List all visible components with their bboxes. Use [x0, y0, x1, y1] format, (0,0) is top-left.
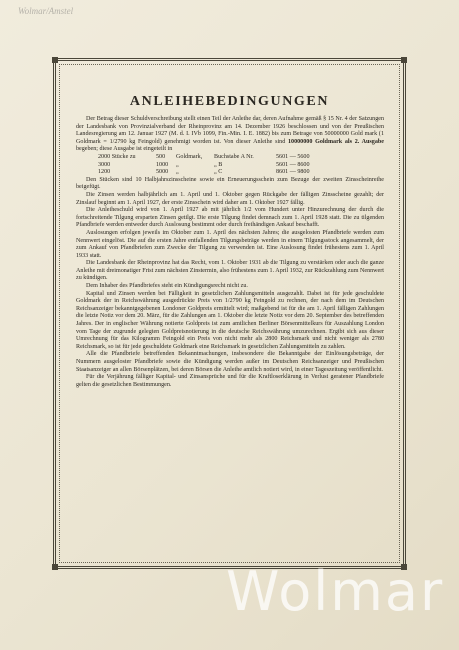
paragraph-drawings: Auslosungen erfolgen jeweils im Oktober zum 1. April des nächsten Jahres; die ausgelosten Pfandbriefe werden zum Nennwert eingelöst. Die auf die ersten Jahre entfallenden Tilgungsbeträge werden in einem Tilgungsstock angesammelt, der zum Ankauf von Pfandbriefen zum Zwecke der Tilgung zu verwenden ist. Eine Auslosung findet frühestens zum 1. April 1933 statt. — [76, 229, 384, 259]
corner-ornament — [401, 57, 407, 63]
corner-ornament — [52, 564, 58, 570]
paragraph-interest: Die Zinsen werden halbjährlich am 1. April und 1. Oktober gegen Rückgabe der fälligen Zinsscheine gezahlt; der Zinslauf beginnt am 1. April 1927, der erste Zinsschein wird daher am 1. Oktober 1927 fällig. — [76, 191, 384, 206]
watermark: Wolmar — [226, 560, 445, 623]
issue-amount: 10000000 Goldmark als 2. Ausgabe — [287, 138, 384, 145]
paragraph-limitation: Für die Verjährung fälliger Kapital- und Zinsansprüche und für die Kraftloserklärung in Verlust geratener Pfandbriefe gelten die gesetzlichen Bestimmungen. — [76, 374, 384, 388]
paragraph-call-right: Die Landesbank der Rheinprovinz hat das Recht, vom 1. Oktober 1931 ab die Tilgung zu verstärken oder auch die ganze Anleihe mit dreimonatiger Frist zum nächsten Zinstermin, also frühestens zum 1. April 1932, zur Rückzahlung zum Nennwert zu kündigen. — [76, 260, 384, 282]
emission-unit: Goldmark, — [176, 153, 203, 160]
emission-series: „ C — [214, 169, 223, 176]
emission-amount: 5000 — [156, 169, 169, 176]
intro-tail: begeben; diese Ausgabe ist eingeteilt in — [76, 146, 173, 153]
emission-count: 2000 Stücke zu — [98, 153, 136, 160]
emission-amount: 500 — [156, 153, 166, 160]
paragraph-coupons: Den Stücken sind 10 Halbjahrszinsscheine sowie ein Erneuerungsschein zum Bezuge der zweiten Zinsscheinreihe beigefügt. — [76, 176, 384, 191]
emission-series: „ B — [214, 161, 223, 168]
emission-series: Buchstabe A Nr. — [214, 153, 254, 160]
emission-unit: „ — [176, 161, 179, 168]
emission-amount: 1000 — [156, 161, 169, 168]
emission-range: 8601 — 9800 — [276, 169, 310, 176]
conditions-body — [76, 116, 384, 389]
intro-paragraph — [76, 116, 384, 154]
emission-table — [76, 154, 384, 177]
paragraph-redemption: Die Anleiheschuld wird von 1. April 1927 ab mit jährlich 1/2 vom Hundert unter Hinzurechnung der durch die fortschreitende Tilgung ersparten Zinsen getilgt. Die erste Tilgung findet demnach zum 1. April 1928 statt. Die zu tilgenden Pfandbriefe werden entweder durch Auslosung bestimmt oder durch freihändigen Ankauf beschafft. — [76, 207, 384, 229]
paragraph-payment: Kapital und Zinsen werden bei Fälligkeit in gesetzlichen Zahlungsmitteln ausgezahlt. Dabei ist für jede geschuldete Goldmark der in Reichswährung ausgedrückte Preis von 1/2790 kg Feingold zu rechnen, der nach dem im Deutschen Reichsanzeiger bekanntgegebenen Londoner Goldpreis ermittelt wird; maßgebend ist für die am 1. April fälligen Zahlungen die letzte Notiz vor dem 20. März, für die Zahlungen am 1. Oktober die letzte Notiz vor dem 20. September des betreffenden Jahres. Der in englischer Währung notierte Goldpreis ist zum amtlichen Berliner Börsenmittelkurs für Auszahlung London vom Tage der zugrunde gelegten Goldpreisnotierung in die deutsche Reichswährung umzurechnen. Ergibt sich aus dieser Umrechnung für das Kilogramm Feingold ein Preis von nicht mehr als 2800 Reichsmark und nicht weniger als 2780 Reichsmark, so ist für jede geschuldete Goldmark eine Reichsmark in gesetzlichen Zahlungsmitteln zu zahlen. — [76, 290, 384, 350]
paragraph-announcements: Alle die Pfandbriefe betreffenden Bekanntmachungen, insbesondere die Bekanntgabe der Einlösungsbeträge, der Nummern ausgeloster Pfandbriefe sowie die Kündigung werden außer im Deutschen Reichsanzeiger und Preußischen Staatsanzeiger an allen Börsenplätzen, bei deren Börsen die Anleihe amtlich notiert wird, in einer Tageszeitung veröffentlicht. — [76, 351, 384, 373]
emission-count: 3000 — [98, 161, 111, 168]
pencil-note: Wolmar/Amstel — [18, 6, 74, 16]
intro-text: Der Betrag dieser Schuldverschreibung stellt einen Teil der Anleihe dar, deren Aufnahme gemäß § 15 Nr. 4 der Satzungen der Landesbank von Provinzialverband der Rheinprovinz am 14. Dezember 1926 beschlossen und von der Preußischen Landesregierung am 12. Januar 1927 (M. d. I. IVb 1099, Fin.-Min. I. E. 1882) bis zum Betrage von 50000000 Gold mark (1 Goldmark = 1/2790 kg Feingold) genehmigt worden ist. Von dieser Anleihe sind — [76, 116, 384, 145]
emission-range: 5601 — 5600 — [276, 153, 310, 160]
corner-ornament — [52, 57, 58, 63]
paragraph-no-holder-call: Dem Inhaber des Pfandbriefes steht ein Kündigungsrecht nicht zu. — [86, 283, 248, 290]
emission-unit: „ — [176, 169, 179, 176]
document-title: ANLEIHEBEDINGUNGEN — [129, 94, 330, 109]
emission-range: 5601 — 8600 — [276, 161, 310, 168]
emission-count: 1200 — [98, 169, 111, 176]
